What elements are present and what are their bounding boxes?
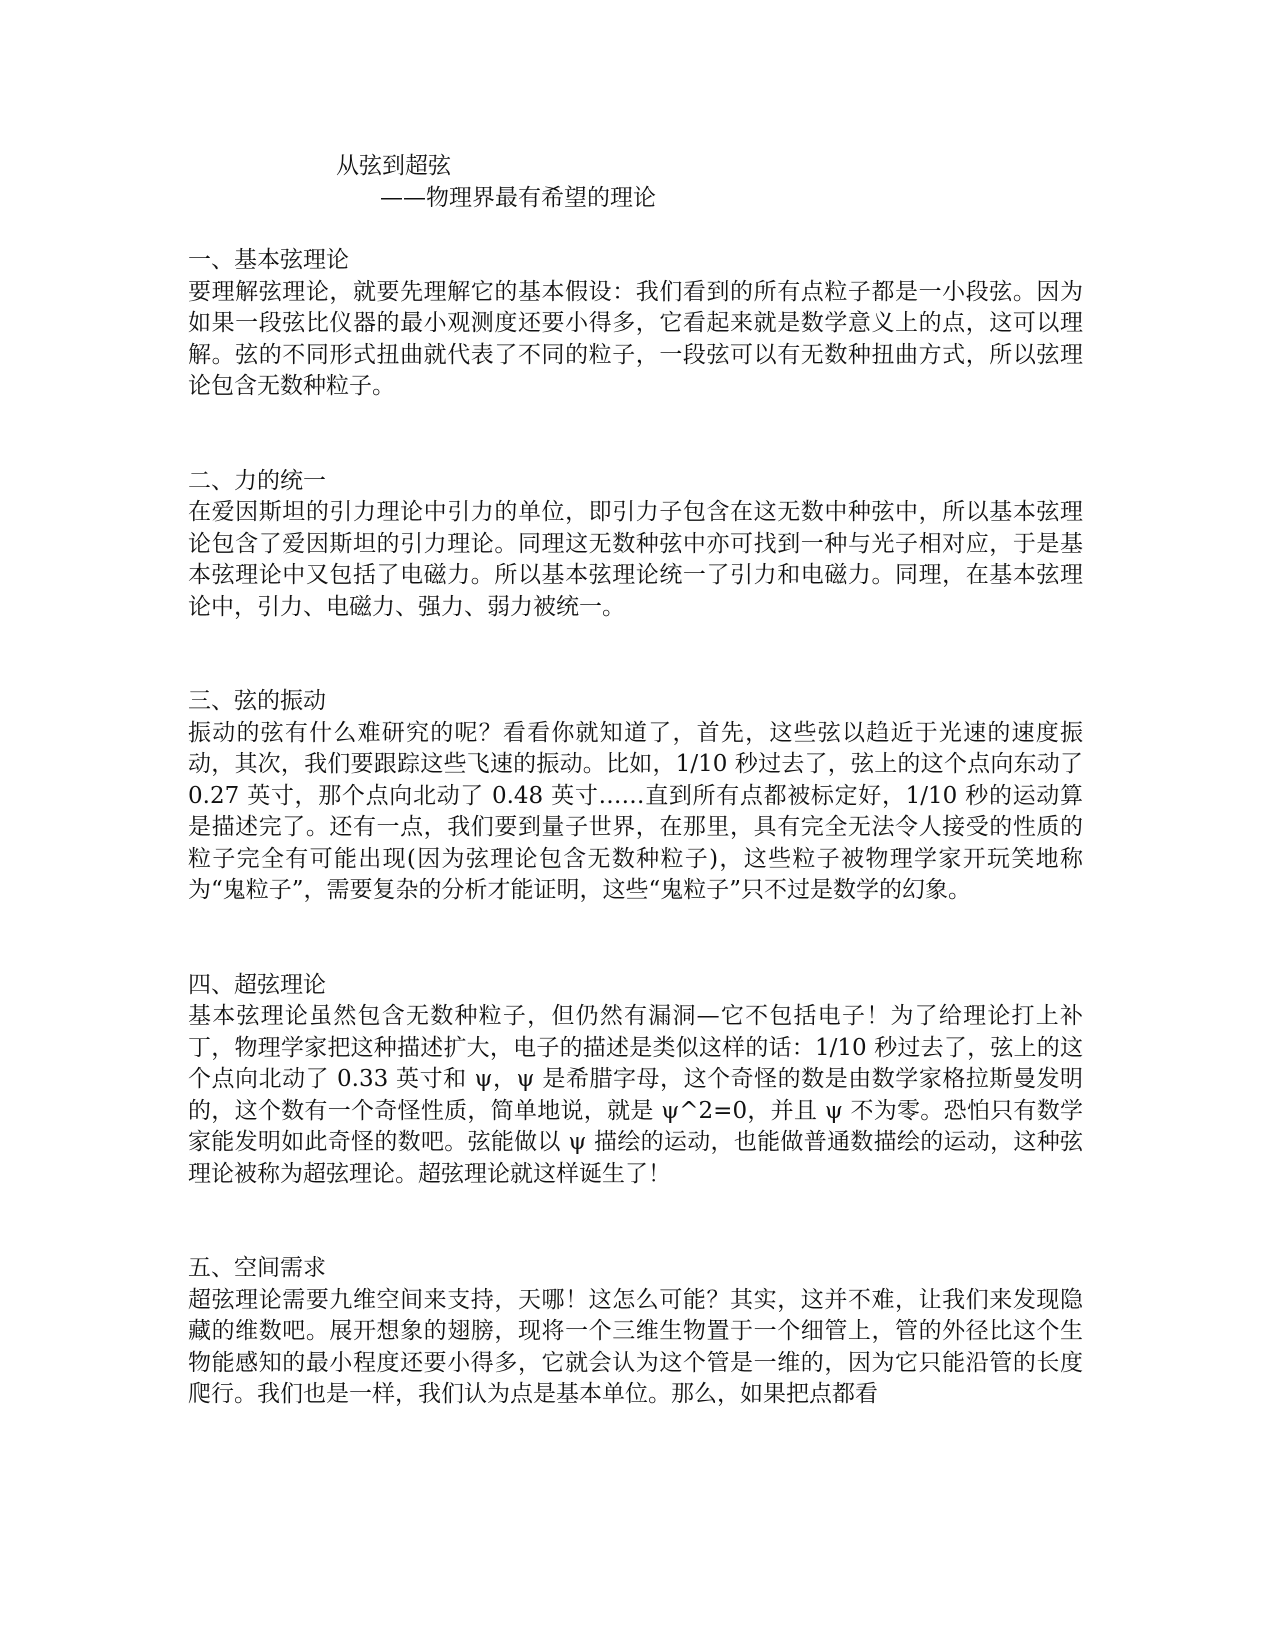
section-paragraph: 振动的弦有什么难研究的呢？看看你就知道了，首先，这些弦以趋近于光速的速度振动，其次，我们要跟踪这些飞速的振动。比如，1/10 秒过去了，弦上的这个点向东动了 0.27 英寸，那个点向北动了 0.48 英寸……直到所有点都被标定好，1/10 秒的运动算是描述完了。还有一点，我们要到量子世界，在那里，具有完全无法令人接受的性质的粒子完全有可能出现(因为弦理论包含无数种粒子)，这些粒子被物理学家开玩笑地称为“鬼粒子”，需要复杂的分析才能证明，这些“鬼粒子”只不过是数学的幻象。 bbox=[188, 719, 1083, 903]
section-string-vibration bbox=[188, 686, 1083, 907]
section-paragraph: 超弦理论需要九维空间来支持，天哪！这怎么可能？其实，这并不难，让我们来发现隐藏的维数吧。展开想象的翅膀，现将一个三维生物置于一个细管上，管的外径比这个生物能感知的最小程度还要小得多，它就会认为这个管是一维的，因为它只能沿管的长度爬行。我们也是一样，我们认为点是基本单位。那么，如果把点都看 bbox=[188, 1286, 1083, 1407]
section-heading: 四、超弦理论 bbox=[188, 971, 326, 998]
document-title: 从弦到超弦 bbox=[336, 153, 451, 179]
document-subtitle: ——物理界最有希望的理论 bbox=[380, 185, 656, 211]
section-heading: 一、基本弦理论 bbox=[188, 247, 349, 273]
section-basic-string-theory bbox=[188, 245, 1083, 403]
section-paragraph: 在爱因斯坦的引力理论中引力的单位，即引力子包含在这无数中种弦中，所以基本弦理论包含了爱因斯坦的引力理论。同理这无数种弦中亦可找到一种与光子相对应，于是基本弦理论中又包括了电磁力。所以基本弦理论统一了引力和电磁力。同理，在基本弦理论中，引力、电磁力、强力、弱力被统一。 bbox=[188, 499, 1083, 620]
section-force-unification bbox=[188, 466, 1083, 624]
section-paragraph: 基本弦理论虽然包含无数种粒子，但仍然有漏洞—它不包括电子！为了给理论打上补丁，物理学家把这种描述扩大，电子的描述是类似这样的话：1/10 秒过去了，弦上的这个点向北动了 0.33 英寸和 ψ，ψ 是希腊字母，这个奇怪的数是由数学家格拉斯曼发明的，这个数有一个奇怪性质，简单地说，就是 ψ^2=0，并且 ψ 不为零。恐怕只有数学家能发明如此奇怪的数吧。弦能做以 ψ 描绘的运动，也能做普通数描绘的运动，这种弦理论被称为超弦理论。超弦理论就这样诞生了！ bbox=[188, 1003, 1083, 1187]
section-heading: 三、弦的振动 bbox=[188, 688, 326, 714]
section-paragraph: 要理解弦理论，就要先理解它的基本假设：我们看到的所有点粒子都是一小段弦。因为如果一段弦比仪器的最小观测度还要小得多，它看起来就是数学意义上的点，这可以理解。弦的不同形式扭曲就代表了不同的粒子，一段弦可以有无数种扭曲方式，所以弦理论包含无数种粒子。 bbox=[188, 278, 1083, 399]
section-space-requirement bbox=[188, 1253, 1083, 1411]
section-superstring-theory bbox=[188, 970, 1083, 1191]
section-heading: 二、力的统一 bbox=[188, 467, 326, 494]
section-heading: 五、空间需求 bbox=[188, 1255, 326, 1281]
document-body bbox=[188, 245, 1083, 1411]
